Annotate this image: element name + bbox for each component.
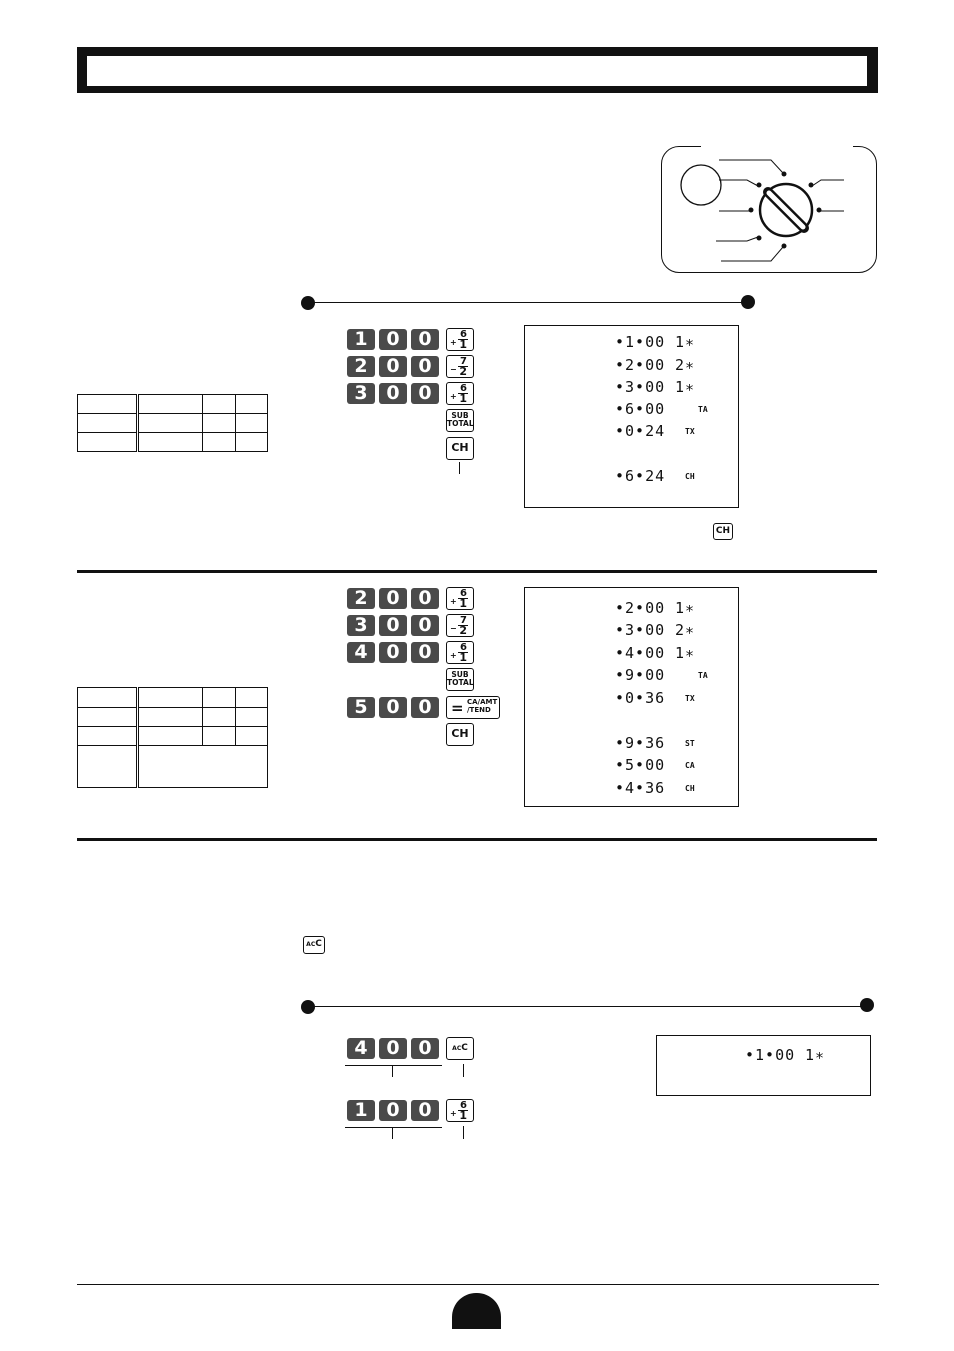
receipt-suffix: 1∗ bbox=[675, 644, 696, 662]
rule-end-dot bbox=[741, 295, 755, 309]
dept-top: 6 bbox=[460, 1100, 467, 1111]
key-5[interactable]: 5 bbox=[347, 697, 375, 718]
receipt-suffix: 1∗ bbox=[675, 333, 696, 351]
page-number-tab bbox=[452, 1293, 501, 1329]
key-0[interactable]: 0 bbox=[411, 383, 439, 404]
c-label: C bbox=[315, 939, 322, 949]
dept-bottom: 1 bbox=[459, 651, 467, 664]
subtotal-key[interactable]: SUB TOTAL bbox=[446, 409, 474, 432]
receipt-amount: •2•00 bbox=[615, 356, 666, 374]
department-6-key[interactable] bbox=[446, 382, 474, 405]
receipt-amount: •6•24 bbox=[615, 467, 666, 485]
receipt-suffix: 1∗ bbox=[675, 378, 696, 396]
dept-bottom: 1 bbox=[459, 338, 467, 351]
key-0[interactable]: 0 bbox=[411, 697, 439, 718]
c-label: C bbox=[461, 1043, 468, 1053]
title-box bbox=[86, 55, 868, 87]
receipt-symbol: CA bbox=[685, 761, 695, 770]
receipt-amount: •9•36 bbox=[615, 734, 666, 752]
receipt-amount: •6•00 bbox=[615, 400, 666, 418]
key-2[interactable]: 2 bbox=[347, 356, 375, 377]
receipt-amount: •3•00 bbox=[615, 378, 666, 396]
receipt-symbol: ST bbox=[685, 739, 695, 748]
bracket-line bbox=[345, 1065, 442, 1066]
key-0[interactable]: 0 bbox=[411, 356, 439, 377]
dept-sign: − bbox=[450, 365, 457, 374]
dept-top: 7 bbox=[460, 356, 467, 367]
key-2[interactable]: 2 bbox=[347, 588, 375, 609]
key-0[interactable]: 0 bbox=[411, 642, 439, 663]
ch-key[interactable]: CH bbox=[446, 723, 474, 746]
department-6-key[interactable] bbox=[446, 641, 474, 664]
dept-sign: + bbox=[450, 392, 457, 401]
key-0[interactable]: 0 bbox=[411, 1038, 439, 1059]
key-0[interactable]: 0 bbox=[379, 1100, 407, 1121]
ac-c-key[interactable] bbox=[446, 1037, 474, 1060]
example1-table bbox=[77, 394, 268, 452]
key-3[interactable]: 3 bbox=[347, 615, 375, 636]
receipt-amount: •0•24 bbox=[615, 422, 666, 440]
receipt-symbol: CH bbox=[685, 784, 695, 793]
receipt-example2 bbox=[524, 587, 739, 807]
dept-top: 6 bbox=[460, 588, 467, 599]
dept-top: 6 bbox=[460, 383, 467, 394]
receipt-amount: •9•00 bbox=[615, 666, 666, 684]
receipt-symbol: TA bbox=[698, 671, 708, 680]
rule-start-dot bbox=[301, 296, 315, 310]
key-0[interactable]: 0 bbox=[379, 615, 407, 636]
key-1[interactable]: 1 bbox=[347, 329, 375, 350]
sequence-rule bbox=[308, 1006, 868, 1007]
dept-sign: + bbox=[450, 597, 457, 606]
dept-sign: − bbox=[450, 624, 457, 633]
rule-end-dot bbox=[860, 998, 874, 1012]
ca-amt-tend-key[interactable] bbox=[446, 696, 500, 719]
bracket-tick bbox=[392, 1127, 393, 1139]
mode-switch-icon bbox=[661, 140, 881, 280]
dept-bottom: 2 bbox=[459, 624, 467, 637]
receipt-amount: •4•00 bbox=[615, 644, 666, 662]
key-tick bbox=[463, 1126, 464, 1139]
department-7-key[interactable] bbox=[446, 355, 474, 378]
receipt-amount: •4•36 bbox=[615, 779, 666, 797]
sequence-rule bbox=[308, 302, 748, 303]
key-0[interactable]: 0 bbox=[379, 383, 407, 404]
dept-sign: + bbox=[450, 651, 457, 660]
bracket-line bbox=[345, 1127, 442, 1128]
key-tick bbox=[463, 1064, 464, 1077]
receipt-symbol: TA bbox=[698, 405, 708, 414]
ac-c-key-inline bbox=[303, 936, 325, 954]
section-divider bbox=[77, 570, 877, 573]
department-6-key[interactable] bbox=[446, 1099, 474, 1122]
key-0[interactable]: 0 bbox=[379, 642, 407, 663]
key-4[interactable]: 4 bbox=[347, 642, 375, 663]
key-0[interactable]: 0 bbox=[379, 697, 407, 718]
receipt-suffix: 2∗ bbox=[675, 621, 696, 639]
receipt-suffix: 1∗ bbox=[805, 1046, 826, 1064]
department-6-key[interactable] bbox=[446, 328, 474, 351]
ac-label: AC bbox=[452, 1045, 462, 1052]
dept-sign: + bbox=[450, 338, 457, 347]
dept-bottom: 1 bbox=[459, 1109, 467, 1122]
tend-label: CA/AMT /TEND bbox=[467, 698, 498, 714]
dept-bottom: 2 bbox=[459, 365, 467, 378]
key-1[interactable]: 1 bbox=[347, 1100, 375, 1121]
receipt-example1 bbox=[524, 325, 739, 508]
receipt-amount: •5•00 bbox=[615, 756, 666, 774]
key-0[interactable]: 0 bbox=[379, 356, 407, 377]
ch-key-tick bbox=[459, 462, 460, 474]
receipt-amount: •2•00 bbox=[615, 599, 666, 617]
ac-label: AC bbox=[306, 941, 316, 948]
dept-bottom: 1 bbox=[459, 597, 467, 610]
receipt-suffix: 2∗ bbox=[675, 356, 696, 374]
dept-top: 6 bbox=[460, 329, 467, 340]
ch-key-note: CH bbox=[713, 523, 733, 540]
tend-equals: = bbox=[451, 699, 464, 717]
rule-start-dot bbox=[301, 1000, 315, 1014]
ch-key[interactable]: CH bbox=[446, 437, 474, 460]
subtotal-key[interactable]: SUB TOTAL bbox=[446, 668, 474, 691]
receipt-suffix: 1∗ bbox=[675, 599, 696, 617]
footer-rule bbox=[77, 1284, 879, 1285]
receipt-amount: •3•00 bbox=[615, 621, 666, 639]
key-3[interactable]: 3 bbox=[347, 383, 375, 404]
key-0[interactable]: 0 bbox=[379, 1038, 407, 1059]
department-6-key[interactable] bbox=[446, 587, 474, 610]
dept-sign: + bbox=[450, 1109, 457, 1118]
receipt-symbol: CH bbox=[685, 472, 695, 481]
section-divider bbox=[77, 838, 877, 841]
dept-bottom: 1 bbox=[459, 392, 467, 405]
key-4[interactable]: 4 bbox=[347, 1038, 375, 1059]
department-7-key[interactable] bbox=[446, 614, 474, 637]
receipt-symbol: TX bbox=[685, 427, 695, 436]
receipt-amount: •0•36 bbox=[615, 689, 666, 707]
receipt-symbol: TX bbox=[685, 694, 695, 703]
receipt-amount: •1•00 bbox=[615, 333, 666, 351]
key-0[interactable]: 0 bbox=[411, 329, 439, 350]
dept-top: 7 bbox=[460, 615, 467, 626]
key-0[interactable]: 0 bbox=[379, 329, 407, 350]
bracket-tick bbox=[392, 1065, 393, 1077]
example2-table bbox=[77, 687, 268, 788]
key-0[interactable]: 0 bbox=[411, 588, 439, 609]
key-0[interactable]: 0 bbox=[411, 1100, 439, 1121]
receipt-amount: •1•00 bbox=[745, 1046, 796, 1064]
key-0[interactable]: 0 bbox=[411, 615, 439, 636]
dept-top: 6 bbox=[460, 642, 467, 653]
key-0[interactable]: 0 bbox=[379, 588, 407, 609]
receipt-correction bbox=[656, 1035, 871, 1096]
